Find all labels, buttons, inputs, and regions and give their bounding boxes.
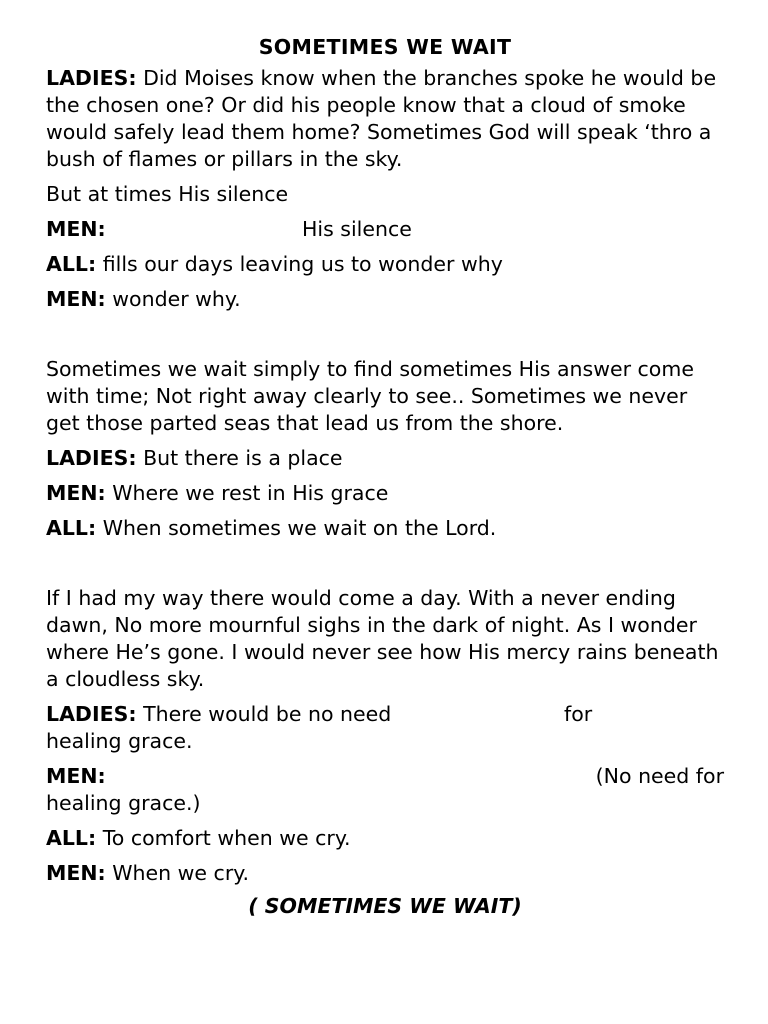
lyric-text: wonder why. xyxy=(105,287,241,311)
all-line-3 xyxy=(46,825,724,852)
speaker-label: MEN: xyxy=(46,481,106,505)
lyric-text: When sometimes we wait on the Lord. xyxy=(96,516,497,540)
speaker-label: MEN: xyxy=(46,861,106,885)
all-line-2 xyxy=(46,515,724,542)
speaker-label: MEN: xyxy=(46,287,106,311)
song-title: SOMETIMES WE WAIT xyxy=(258,35,512,59)
ladies-line-3 xyxy=(46,701,724,755)
lyric-continuation: healing grace. xyxy=(46,729,193,753)
verse-2 xyxy=(46,356,724,437)
lyric-text: But there is a place xyxy=(136,446,343,470)
lyric-text: When we cry. xyxy=(105,861,249,885)
ladies-line-2 xyxy=(46,445,724,472)
lyric-text: There would be no need xyxy=(136,702,392,726)
speaker-label: ALL: xyxy=(46,826,97,850)
lyric-text-tabbed: for xyxy=(564,702,593,726)
speaker-label: ALL: xyxy=(46,252,97,276)
lyric-text: To comfort when we cry. xyxy=(96,826,351,850)
lyric-text: Sometimes we wait simply to find sometimes His answer come with time; Not right away clearly to see.. Sometimes we never get those parted seas that lead us from the shore. xyxy=(46,357,694,435)
speaker-label: LADIES: xyxy=(46,702,137,726)
men-line-5 xyxy=(46,860,724,887)
ladies-verse-1 xyxy=(46,65,724,173)
all-line-1 xyxy=(46,251,724,278)
stanza-gap xyxy=(46,321,724,356)
lyric-text: But at times His silence xyxy=(46,182,289,206)
lyric-text: Did Moises know when the branches spoke he would be the chosen one? Or did his people know that a cloud of smoke would safely lead them home? Sometimes God will speak ‘thro a bush of flames or pillars in the sky. xyxy=(46,66,717,171)
lyric-text: Where we rest in His grace xyxy=(105,481,389,505)
lyric-text: His silence xyxy=(302,217,412,241)
speaker-label: MEN: xyxy=(46,764,106,788)
lyric-text: If I had my way there would come a day. With a never ending dawn, No more mournful sighs in the dark of night. As I wonder where He’s gone. I would never see how His mercy rains beneath a cloudless sky. xyxy=(46,586,719,691)
speaker-label: ALL: xyxy=(46,516,97,540)
song-ending: ( SOMETIMES WE WAIT) xyxy=(248,894,522,918)
speaker-label: LADIES: xyxy=(46,446,137,470)
men-line-4 xyxy=(46,763,724,817)
men-line-2 xyxy=(46,286,724,313)
speaker-label: MEN: xyxy=(46,217,106,241)
lyric-line xyxy=(46,181,724,208)
men-line-1 xyxy=(46,216,724,243)
lyric-continuation: healing grace.) xyxy=(46,791,201,815)
lyric-text: fills our days leaving us to wonder why xyxy=(96,252,503,276)
lyric-text-right: (No need for xyxy=(595,764,724,788)
stanza-gap xyxy=(46,550,724,585)
speaker-label: LADIES: xyxy=(46,66,137,90)
verse-3 xyxy=(46,585,724,693)
men-line-3 xyxy=(46,480,724,507)
